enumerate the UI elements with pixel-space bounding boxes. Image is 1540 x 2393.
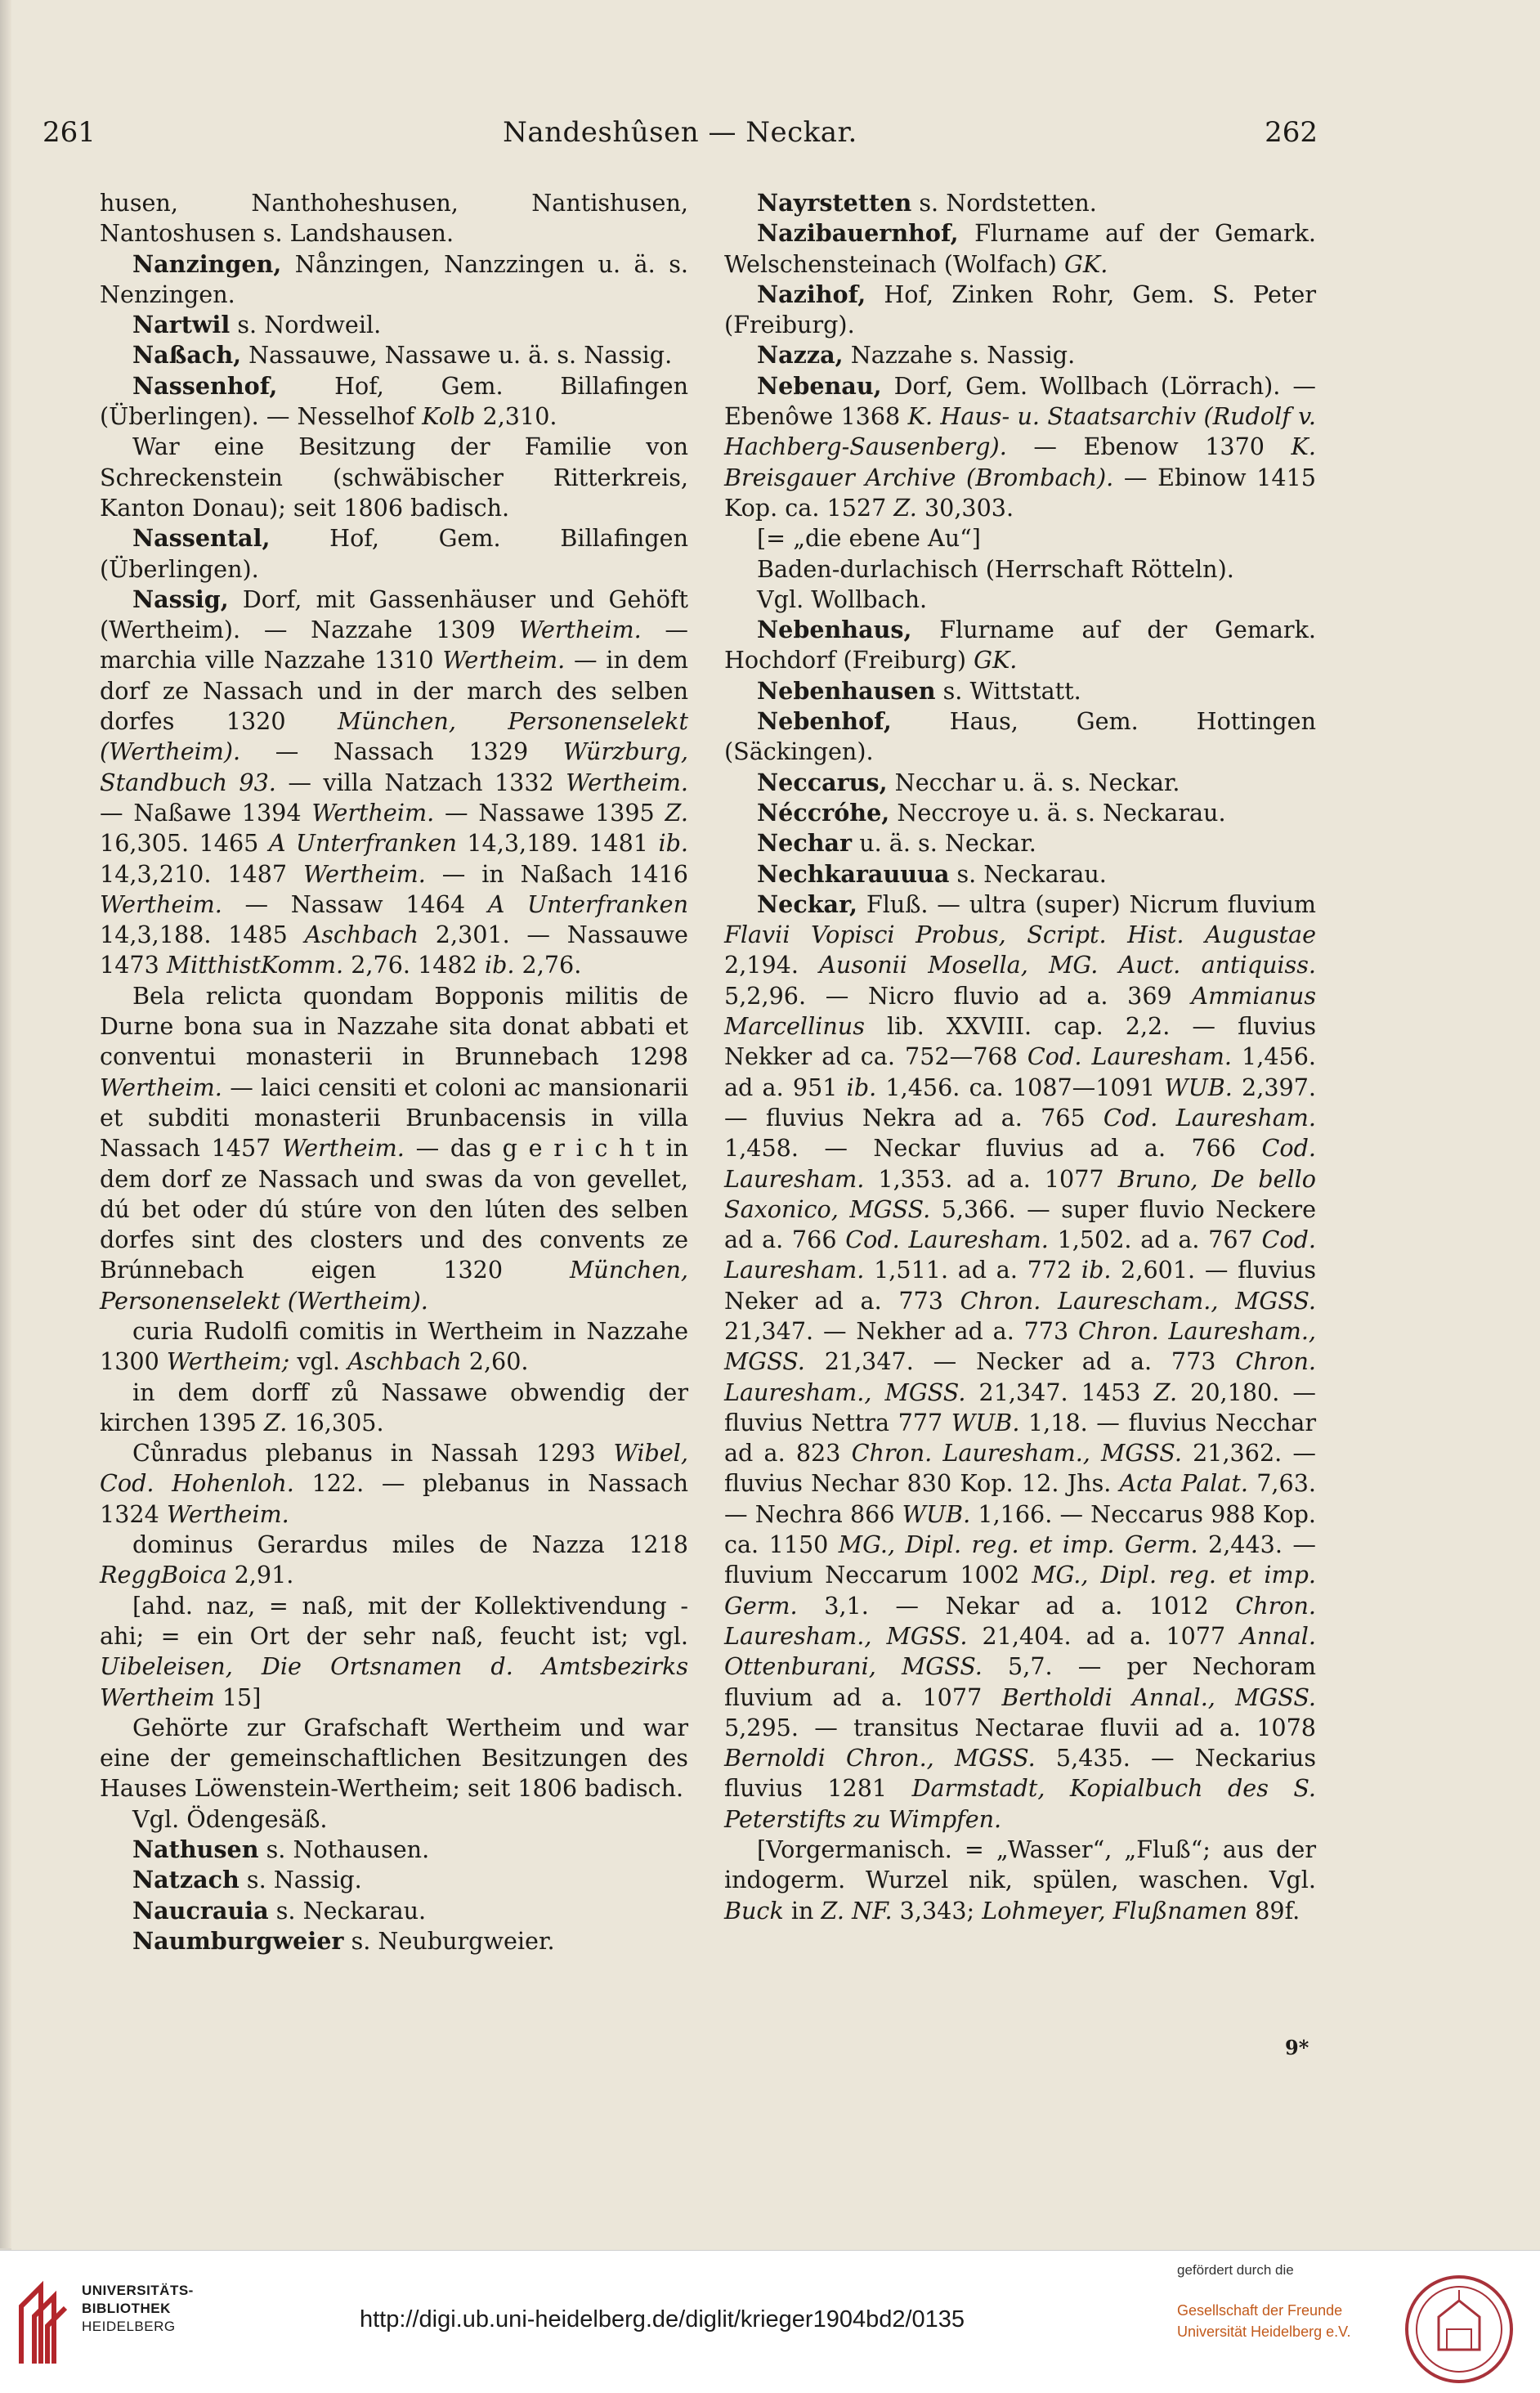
entry-paragraph: [100, 340, 688, 370]
entry-text: Vgl. Wollbach.: [757, 585, 928, 613]
headword: Natzach: [132, 1866, 240, 1894]
entry-text: 1,166. — Neccarus 988 Kop. ca. 1150: [724, 1499, 1316, 1559]
library-name: [82, 2282, 194, 2336]
citation-italic: Flavii Vopisci Probus, Script. Hist. Augustae: [724, 921, 1316, 949]
entry-paragraph: [100, 1835, 688, 1865]
citation-italic: Aschbach: [304, 921, 419, 949]
headword: Nebenhaus,: [757, 616, 912, 644]
entry-text: — marchia ville Nazzahe 1310: [100, 616, 688, 674]
entry-text: s. Neckarau.: [268, 1896, 427, 1925]
citation-italic: Chron. Lauresham., MGSS.: [724, 1316, 1316, 1376]
entry-paragraph: [724, 676, 1316, 706]
entry-text: Hof, Gem. Billafingen (Überlingen). — Nesselhof: [100, 371, 688, 431]
entry-text: s. Neckarau.: [949, 859, 1107, 888]
entry-paragraph: [724, 890, 1316, 1835]
headword: Nebenhausen: [757, 676, 936, 705]
entry-text: u. ä. s. Neckar.: [852, 829, 1036, 858]
left-column: [100, 188, 688, 1956]
book-page: [11, 0, 1540, 2250]
entry-text: 1,456. ad a. 951: [724, 1042, 1316, 1101]
citation-italic: K. Breisgauer Archive (Brombach).: [724, 432, 1316, 491]
headword: Naucrauia: [132, 1896, 269, 1925]
university-seal-icon: [1398, 2272, 1520, 2386]
entry-text: s. Nordstetten.: [911, 189, 1097, 217]
citation-italic: München, Personenselekt (Wertheim).: [100, 707, 688, 766]
entry-text: Baden-durlachisch (Herrschaft Rötteln).: [757, 554, 1234, 583]
entry-text: 21,404. ad a. 1077: [967, 1621, 1241, 1650]
entry-paragraph: [724, 585, 1316, 615]
entry-text: Flurname auf der Gemark. Welschensteinach (Wolfach): [724, 219, 1316, 278]
headword: Néccróhe,: [757, 798, 890, 827]
headword: Nazibauernhof,: [757, 219, 959, 248]
citation-italic: Wertheim;: [166, 1347, 290, 1376]
entry-text: 7,63. — Nechra 866: [724, 1469, 1316, 1528]
citation-italic: Z.: [665, 798, 689, 827]
entry-text: 14,3,189. 1481: [456, 829, 659, 858]
citation-italic: Wertheim.: [100, 1073, 222, 1101]
entry-text: 16,305.: [287, 1408, 384, 1436]
entry-text: 5,435. — Neckarius fluvius 1281: [724, 1744, 1316, 1803]
entry-text: s. Nordweil.: [230, 311, 382, 339]
entry-text: 2,310.: [475, 402, 557, 431]
entry-paragraph: [724, 859, 1316, 890]
citation-italic: Wertheim.: [518, 616, 642, 644]
entry-text: [ahd. naz, = naß, mit der Kollektivendung -ahi; = ein Ort der sehr naß, feucht ist; vgl.: [100, 1591, 688, 1650]
entry-text: vgl.: [289, 1347, 348, 1376]
society-name: [1177, 2300, 1350, 2342]
citation-italic: Aschbach: [347, 1347, 462, 1376]
entry-paragraph: [100, 1530, 688, 1591]
citation-italic: Wertheim.: [303, 859, 426, 888]
headword: Nazza,: [757, 341, 844, 370]
headword: Neccarus,: [757, 768, 888, 796]
citation-italic: Ammianus Marcellinus: [724, 981, 1316, 1041]
entry-paragraph: [100, 310, 688, 340]
entry-text: 2,601. — fluvius Neker ad a. 773: [724, 1256, 1316, 1315]
entry-text: — Naßawe 1394: [100, 798, 312, 827]
citation-italic: GK.: [1064, 249, 1108, 278]
entry-paragraph: [100, 1713, 688, 1804]
citation-italic: ib.: [658, 829, 688, 858]
citation-italic: Wibel, Cod. Hohenloh.: [100, 1439, 688, 1498]
permalink-url[interactable]: http://digi.ub.uni-heidelberg.de/diglit/krieger1904bd2/0135: [360, 2306, 965, 2333]
entry-text: 2,194.: [724, 951, 820, 979]
citation-italic: Cod. Lauresham.: [1027, 1042, 1232, 1071]
entry-text: 21,347. 1453: [965, 1378, 1154, 1406]
entry-text: s. Wittstatt.: [935, 676, 1081, 705]
citation-italic: Darmstadt, Kopialbuch des S. Peterstifts zu Wimpfen.: [724, 1774, 1317, 1833]
entry-text: dominus Gerardus miles de Nazza 1218: [132, 1530, 688, 1559]
entry-text: Dorf, mit Gassenhäuser und Gehöft (Wertheim). — Nazzahe 1309: [100, 585, 688, 644]
entry-text: 1,458. — Neckar fluvius ad a. 766: [724, 1134, 1262, 1163]
citation-italic: MG., Dipl. reg. et imp. Germ.: [724, 1561, 1316, 1620]
entry-text: Nånzingen, Nanzzingen u. ä. s. Nenzingen.: [100, 249, 688, 308]
entry-text: — laici censiti et coloni ac mansionarii et subditi monasterii Brunbacensis in villa Nassach 1457: [100, 1073, 688, 1163]
sponsor-label: gefördert durch die: [1177, 2262, 1294, 2278]
entry-text: 1,18. — fluvius Necchar ad a. 823: [724, 1408, 1317, 1468]
entry-text: 21,347. — Necker ad a. 773: [804, 1347, 1236, 1376]
headword: Nassig,: [132, 585, 229, 613]
signature-mark: 9*: [1285, 2036, 1309, 2059]
citation-italic: MG., Dipl. reg. et imp. Germ.: [838, 1530, 1198, 1559]
entry-paragraph: [724, 340, 1316, 370]
entry-text: 30,303.: [916, 493, 1014, 522]
entry-text: Gehörte zur Grafschaft Wertheim und war eine der gemeinschaftlichen Besitzungen des Hauses Löwenstein-Wertheim; seit 1806 badisch.: [100, 1713, 688, 1803]
entry-text: Cůnradus plebanus in Nassah 1293: [132, 1439, 614, 1468]
headword: Nartwil: [132, 311, 231, 339]
entry-text: 14,3,188. 1485: [100, 921, 305, 949]
citation-italic: MitthistKomm.: [166, 951, 344, 979]
entry-text: lib. XXVIII. cap. 2,2. — fluvius Nekker ad ca. 752—768: [724, 1012, 1316, 1071]
citation-italic: Wertheim.: [311, 798, 435, 827]
headword: Nassenhof,: [132, 371, 278, 400]
entry-paragraph: [724, 523, 1316, 553]
citation-italic: ib.: [846, 1073, 877, 1101]
entry-paragraph: [100, 1896, 688, 1926]
citation-italic: Wertheim.: [100, 890, 222, 918]
entry-text: s. Nothausen.: [258, 1835, 430, 1864]
entry-paragraph: [100, 1438, 688, 1530]
citation-italic: ReggBoica: [100, 1561, 227, 1589]
entry-text: Nazzahe s. Nassig.: [843, 341, 1076, 370]
entry-text: s. Neuburgweier.: [343, 1926, 555, 1955]
citation-italic: Bertholdi Annal., MGSS.: [1001, 1683, 1316, 1711]
entry-text: [= „die ebene Au“]: [757, 524, 981, 553]
footer-bar: [0, 2250, 1540, 2393]
entry-paragraph: [724, 218, 1316, 280]
entry-text: — Ebinow 1415 Kop. ca. 1527: [724, 463, 1316, 522]
entry-paragraph: [100, 1378, 688, 1439]
citation-italic: Cod. Lauresham.: [724, 1134, 1316, 1193]
entry-text: — in Naßach 1416: [425, 859, 688, 888]
entry-paragraph: [724, 371, 1316, 523]
entry-text: 122. — plebanus in Nassach 1324: [100, 1469, 688, 1528]
citation-italic: Wertheim.: [566, 768, 688, 796]
library-name-line1: UNIVERSITÄTS-: [82, 2283, 194, 2298]
entry-text: Neccroye u. ä. s. Neckarau.: [889, 798, 1226, 827]
citation-italic: ib.: [484, 951, 515, 979]
citation-italic: GK.: [974, 646, 1018, 674]
entry-text: Haus, Gem. Hottingen (Säckingen).: [724, 707, 1316, 766]
entry-text: 20,180. — fluvius Nettra 777: [724, 1378, 1316, 1436]
entry-paragraph: [100, 432, 688, 523]
citation-italic: Bruno, De bello Saxonico, MGSS.: [724, 1164, 1316, 1223]
citation-italic: K. Haus- u. Staatsarchiv (Rudolf v. Hachberg-Sausenberg).: [724, 402, 1316, 461]
citation-italic: Z.: [263, 1408, 288, 1436]
entry-text: 3,343;: [892, 1896, 983, 1925]
entry-paragraph: [724, 768, 1316, 798]
page-number-right: 262: [1265, 116, 1318, 149]
entry-text: Fluß. — ultra (super) Nicrum fluvium: [857, 890, 1316, 918]
entry-paragraph: [724, 615, 1316, 676]
entry-text: — Nassaw 1464: [222, 890, 488, 918]
right-column: [724, 188, 1316, 1926]
headword: Nathusen: [132, 1835, 259, 1864]
citation-italic: Wertheim.: [442, 646, 566, 674]
entry-text: 2,397. — fluvius Nekra ad a. 765: [724, 1073, 1316, 1132]
citation-italic: Uibeleisen, Die Ortsnamen d. Amtsbezirks Wertheim: [100, 1652, 688, 1711]
citation-italic: Cod. Lauresham.: [1103, 1103, 1316, 1132]
citation-italic: Chron. Lauresham., MGSS.: [851, 1439, 1182, 1468]
page-header: [43, 116, 1318, 157]
headword: Nebenhof,: [757, 707, 892, 736]
entry-text: 5,7. — per Nechoram fluvium ad a. 1077: [724, 1652, 1316, 1711]
entry-paragraph: [100, 981, 688, 1316]
headword: Nebenau,: [757, 371, 882, 400]
citation-italic: WUB.: [951, 1408, 1020, 1436]
running-title: Nandeshûsen — Neckar.: [503, 116, 857, 149]
headword: Nassental,: [132, 524, 271, 553]
entry-text: 5,295. — transitus Nectarae fluvii ad a. 1078: [724, 1713, 1316, 1741]
citation-italic: Annal. Ottenburani, MGSS.: [724, 1621, 1316, 1681]
entry-paragraph: [100, 1591, 688, 1713]
citation-italic: ib.: [1081, 1256, 1112, 1284]
entry-text: War eine Besitzung der Familie von Schreckenstein (schwäbischer Ritterkreis, Kanton Donau); seit 1806 badisch.: [100, 432, 688, 522]
citation-italic: München, Personenselekt (Wertheim).: [100, 1256, 688, 1315]
entry-paragraph: [724, 188, 1316, 218]
citation-italic: Bernoldi Chron., MGSS.: [724, 1744, 1036, 1772]
entry-text: Vgl. Ödengesäß.: [132, 1804, 328, 1833]
entry-text: 1,502. ad a. 767: [1048, 1226, 1262, 1254]
society-name-line1: Gesellschaft der Freunde: [1177, 2302, 1343, 2319]
entry-paragraph: [100, 188, 688, 249]
entry-text: 1,511. ad a. 772: [864, 1256, 1081, 1284]
entry-text: 2,76. 1482: [343, 951, 485, 979]
scan-edge: [0, 0, 11, 2248]
citation-italic: Wertheim.: [282, 1134, 405, 1163]
entry-paragraph: [100, 1865, 688, 1895]
entry-text: in: [783, 1896, 821, 1925]
entry-text: — Nassach 1329: [240, 737, 563, 766]
headword: Nechkarauuua: [757, 859, 950, 888]
entry-paragraph: [100, 585, 688, 981]
citation-italic: Ausonii Mosella, MG. Auct. antiquiss.: [819, 951, 1316, 979]
entry-text: Dorf, Gem. Wollbach (Lörrach). — Ebenôwe 1368: [724, 371, 1316, 431]
library-name-line2: BIBLIOTHEK: [82, 2301, 171, 2316]
citation-italic: Z.: [1153, 1378, 1178, 1406]
entry-paragraph: [100, 1926, 688, 1956]
entry-text: — das g e r i c h t in dem dorf ze Nassach und swas da von gevellet, dú bet oder dú stúre von den lúten des selben dorfes sint des closters und des convents ze Brúnnebach eigen 1320: [100, 1134, 689, 1284]
citation-italic: Z. NF.: [821, 1896, 893, 1925]
entry-paragraph: [724, 798, 1316, 828]
entry-text: 15]: [214, 1683, 262, 1711]
entry-text: — in dem dorf ze Nassach und in der march des selben dorfes 1320: [100, 646, 688, 736]
citation-italic: WUB.: [1164, 1073, 1233, 1101]
entry-text: — Nassawe 1395: [434, 798, 665, 827]
entry-paragraph: [100, 249, 688, 311]
entry-paragraph: [100, 371, 688, 432]
entry-text: 21,362. — fluvius Nechar 830 Kop. 12. Jhs.: [724, 1439, 1316, 1498]
entry-text: 5,366. — super fluvio Neckere ad a. 766: [724, 1194, 1317, 1254]
entry-text: 1,456. ca. 1087—1091: [876, 1073, 1165, 1101]
entry-text: [Vorgermanisch. = „Wasser“, „Fluß“; aus der indogerm. Wurzel nik, spülen, waschen. Vgl.: [724, 1835, 1316, 1894]
citation-italic: Buck: [724, 1896, 784, 1925]
entry-text: 2,91.: [226, 1561, 294, 1589]
entry-text: 3,1. — Nekar ad a. 1012: [797, 1591, 1236, 1620]
entry-text: Bela relicta quondam Bopponis militis de Durne bona sua in Nazzahe sita donat abbati et conventui monasterii in Brunnebach 1298: [100, 981, 688, 1071]
entry-text: in dem dorff zů Nassawe obwendig der kirchen 1395: [100, 1378, 688, 1436]
ub-heidelberg-logo-icon: [16, 2274, 69, 2372]
entry-paragraph: [100, 523, 688, 585]
entry-paragraph: [100, 1316, 688, 1378]
entry-paragraph: [724, 280, 1316, 341]
entry-text: 5,2,96. — Nicro fluvio ad a. 369: [724, 981, 1192, 1010]
citation-italic: Kolb: [422, 402, 476, 431]
entry-text: 14,3,210. 1487: [100, 859, 303, 888]
entry-text: 1,353. ad a. 1077: [864, 1164, 1118, 1193]
citation-italic: Chron. Laurescham., MGSS.: [960, 1286, 1316, 1315]
headword: Naumburgweier: [132, 1926, 344, 1955]
citation-italic: Chron. Lauresham., MGSS.: [724, 1347, 1316, 1406]
entry-paragraph: [724, 706, 1316, 768]
citation-italic: A Unterfranken: [487, 890, 689, 918]
library-name-line3: HEIDELBERG: [82, 2319, 176, 2334]
citation-italic: Z.: [893, 493, 917, 522]
headword: Nazihof,: [757, 280, 866, 308]
entry-text: Hof, Gem. Billafingen (Überlingen).: [100, 524, 688, 583]
entry-text: husen, Nanthoheshusen, Nantishusen, Nantoshusen s. Landshausen.: [100, 189, 688, 248]
citation-italic: Acta Palat.: [1119, 1469, 1248, 1498]
headword: Naßach,: [132, 341, 242, 370]
entry-text: curia Rudolfi comitis in Wertheim in Nazzahe 1300: [100, 1316, 688, 1376]
entry-text: 16,305. 1465: [100, 829, 269, 858]
entry-text: Necchar u. ä. s. Neckar.: [887, 768, 1180, 796]
citation-italic: Würzburg, Standbuch 93.: [100, 737, 688, 796]
entry-paragraph: [724, 554, 1316, 585]
entry-paragraph: [724, 1835, 1316, 1926]
entry-text: 2,76.: [514, 951, 582, 979]
entry-text: 2,60.: [461, 1347, 529, 1376]
page-number-left: 261: [43, 116, 96, 149]
entry-text: 2,301. — Nassauwe 1473: [100, 921, 688, 979]
citation-italic: WUB.: [902, 1499, 971, 1528]
citation-italic: A Unterfranken: [268, 829, 457, 858]
entry-text: 89f.: [1247, 1896, 1300, 1925]
entry-text: — Ebenow 1370: [1006, 432, 1292, 461]
headword: Neckar,: [757, 890, 858, 918]
entry-text: — villa Natzach 1332: [275, 768, 566, 796]
citation-italic: Wertheim.: [166, 1499, 289, 1528]
citation-italic: Chron. Lauresham., MGSS.: [724, 1591, 1316, 1650]
entry-text: 21,347. — Nekher ad a. 773: [724, 1316, 1079, 1345]
entry-text: 2,443. — fluvium Neccarum 1002: [724, 1530, 1316, 1589]
entry-paragraph: [100, 1804, 688, 1835]
citation-italic: Lohmeyer, Flußnamen: [982, 1896, 1248, 1925]
headword: Nechar: [757, 829, 853, 858]
society-name-line2: Universität Heidelberg e.V.: [1177, 2324, 1351, 2340]
entry-text: Flurname auf der Gemark. Hochdorf (Freiburg): [724, 616, 1316, 674]
entry-text: s. Nassig.: [239, 1866, 362, 1894]
entry-text: Hof, Zinken Rohr, Gem. S. Peter (Freiburg).: [724, 280, 1316, 339]
headword: Nanzingen,: [132, 249, 282, 278]
citation-italic: Cod. Lauresham.: [845, 1226, 1049, 1254]
entry-text: Nassauwe, Nassawe u. ä. s. Nassig.: [241, 341, 673, 370]
citation-italic: Cod. Lauresham.: [724, 1226, 1316, 1284]
headword: Nayrstetten: [757, 189, 912, 217]
entry-paragraph: [724, 828, 1316, 858]
